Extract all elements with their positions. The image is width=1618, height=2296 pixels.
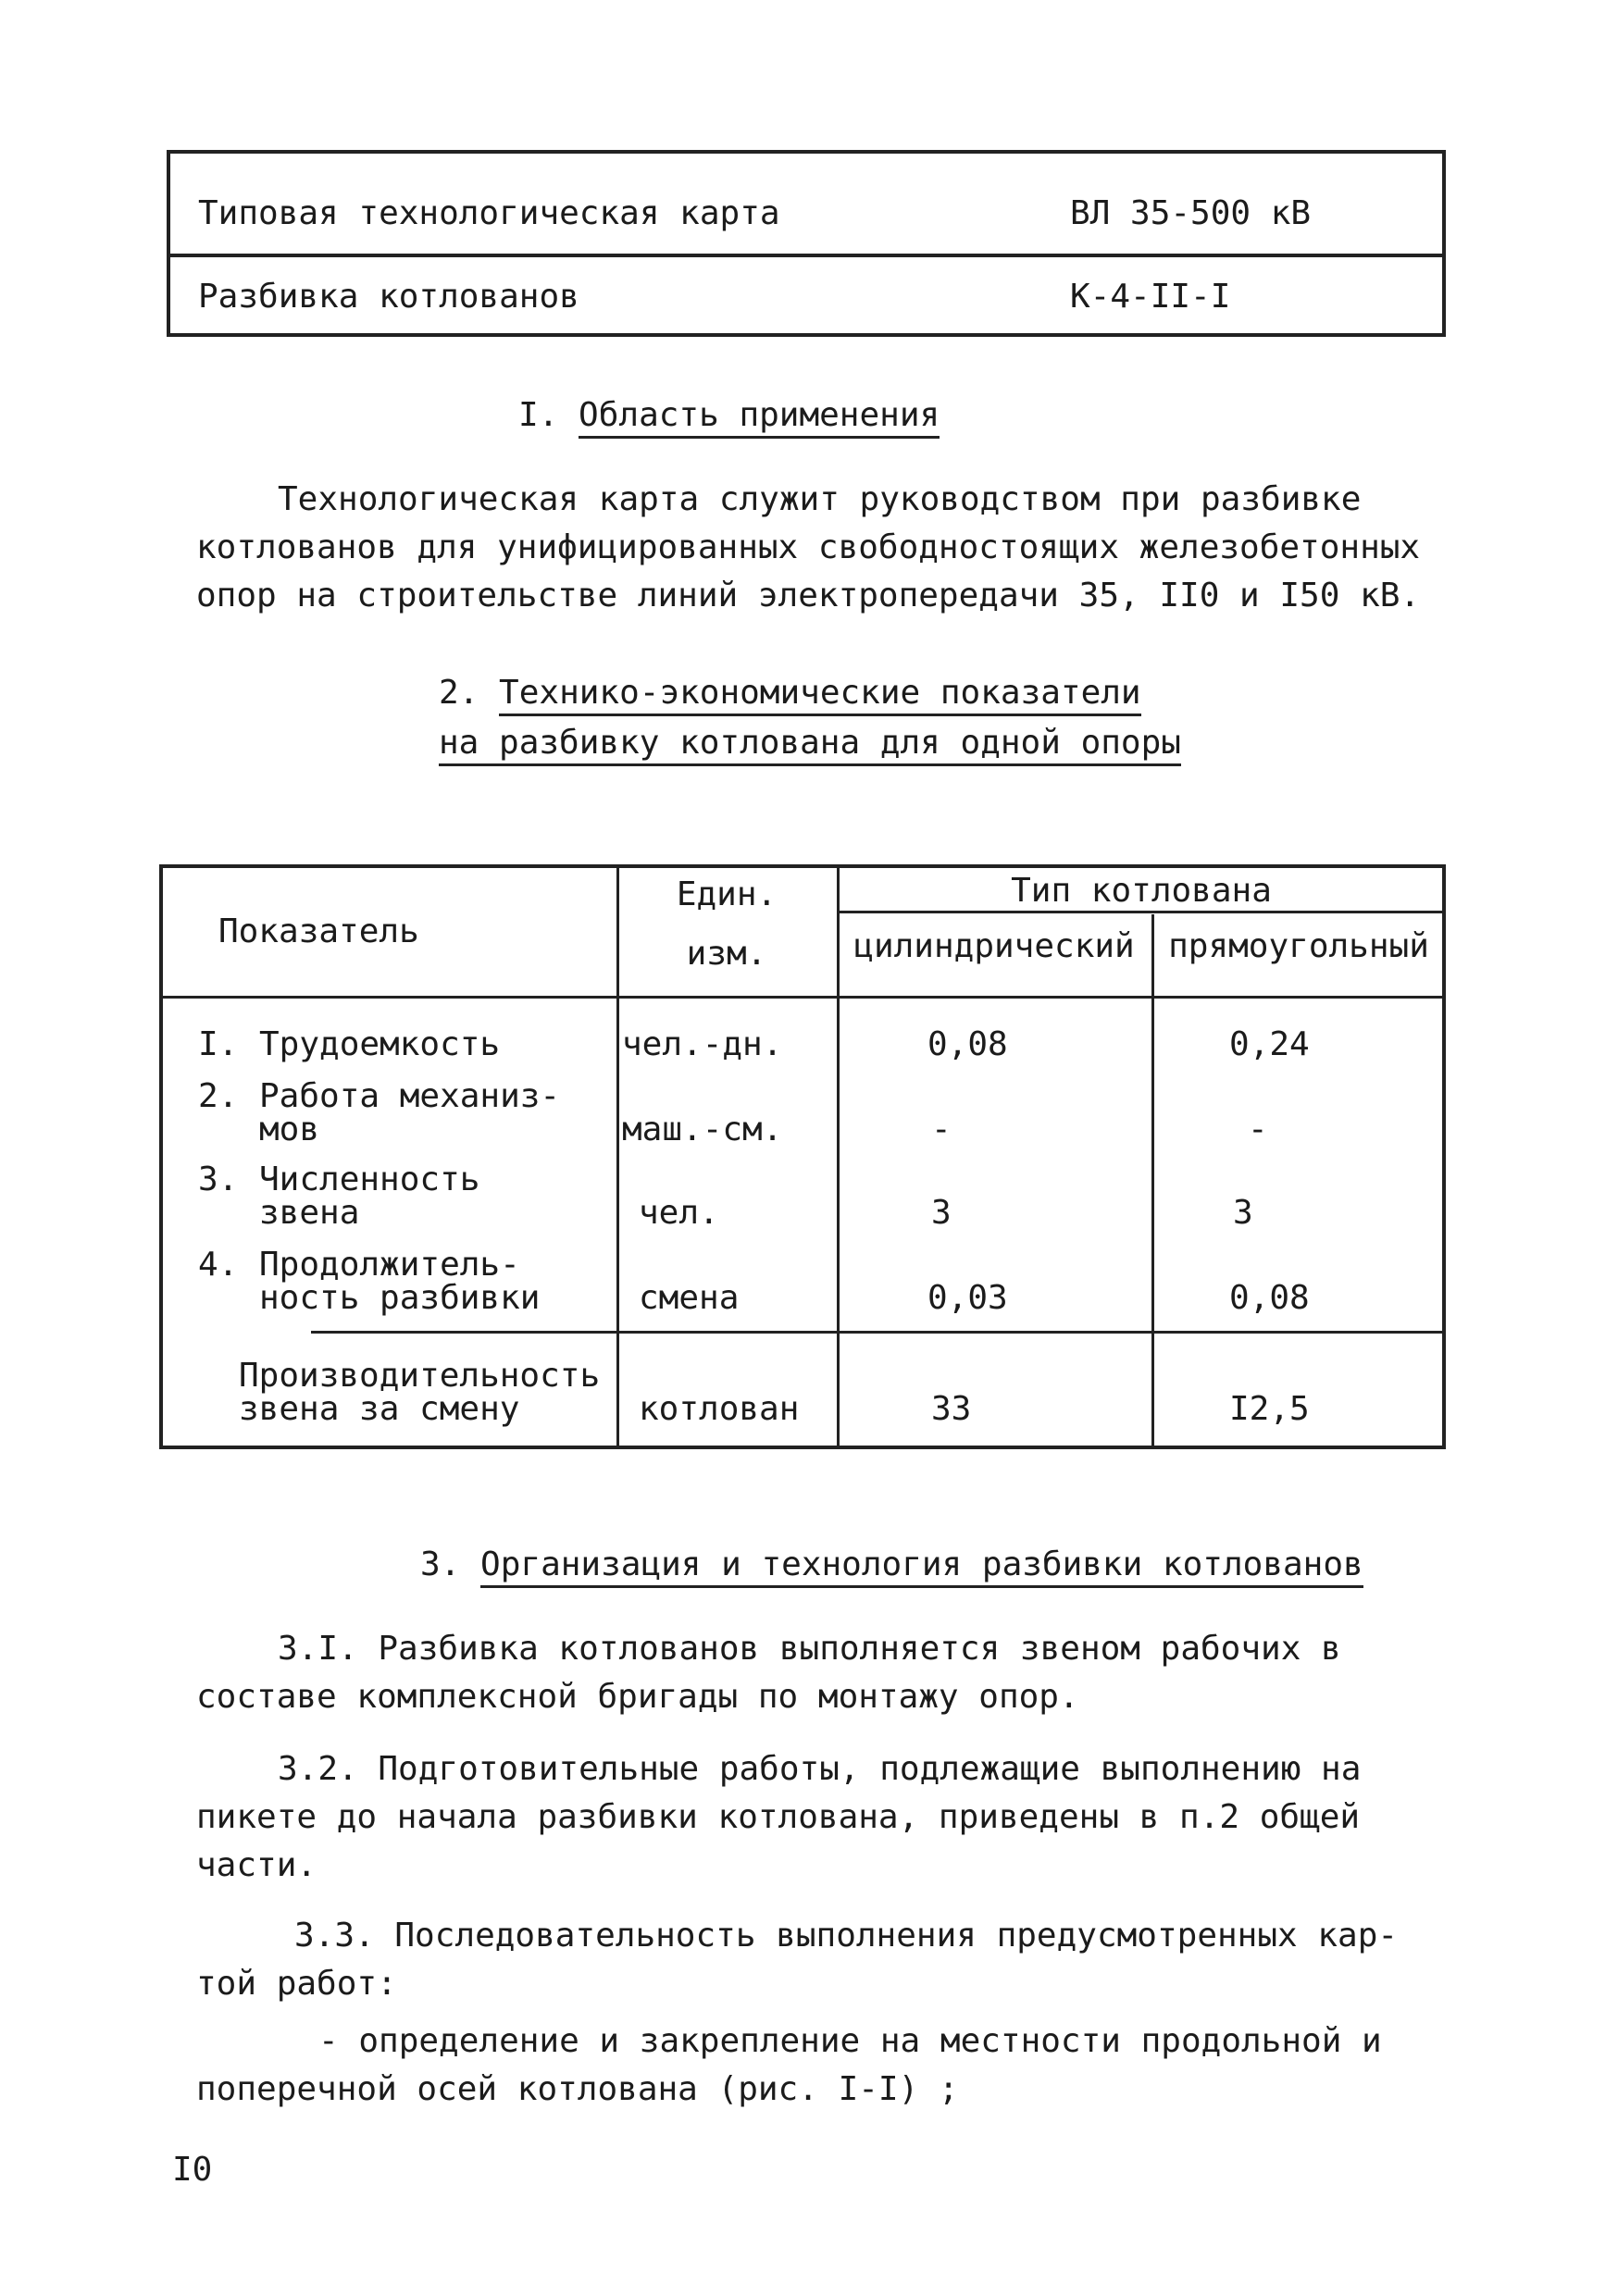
row-name-2: ность разбивки bbox=[259, 1279, 541, 1317]
row-name: Численность bbox=[259, 1160, 480, 1198]
table-hline-header bbox=[163, 996, 1442, 999]
table-vline-3 bbox=[1151, 914, 1154, 1446]
row-cyl-value: 0,08 bbox=[927, 1025, 1008, 1063]
total-rect-value: I2,5 bbox=[1229, 1390, 1310, 1428]
row-name: Работа механиз- bbox=[259, 1077, 561, 1115]
p32-line-2: пикете до начала разбивки котлована, приведены в п.2 общей bbox=[196, 1798, 1361, 1836]
p31-line-2: составе комплексной бригады по монтажу опор. bbox=[196, 1678, 1079, 1716]
section-1-num: I. bbox=[518, 396, 559, 434]
row-name-2: звена bbox=[259, 1194, 360, 1232]
p33-line-2: той работ: bbox=[196, 1965, 397, 2003]
total-unit: котлован bbox=[639, 1390, 800, 1428]
row-cyl-value: 3 bbox=[931, 1194, 952, 1232]
section-2-title-2: на разбивку котлована для одной опоры bbox=[439, 724, 1181, 766]
row-unit: маш.-см. bbox=[622, 1111, 783, 1148]
th-unit-2: изм. bbox=[686, 935, 767, 973]
section-1-title: Область применения bbox=[579, 396, 940, 439]
th-indicator: Показатель bbox=[218, 912, 419, 950]
section-2-title-1: Технико-экономические показатели bbox=[499, 674, 1141, 716]
section-2-heading-line-1 bbox=[439, 674, 1141, 712]
th-cylindrical: цилиндрический bbox=[853, 927, 1135, 965]
header-code: К-4-II-I bbox=[1070, 278, 1231, 316]
row-rect-value: 0,24 bbox=[1229, 1025, 1310, 1063]
p33-item-line-1: - определение и закрепление на местности продольной и bbox=[318, 2022, 1382, 2060]
th-rectangular: прямоугольный bbox=[1168, 927, 1429, 965]
header-title: Разбивка котлованов bbox=[198, 278, 579, 316]
row-name-2: мов bbox=[259, 1111, 320, 1148]
header-voltage: ВЛ 35-500 кВ bbox=[1070, 194, 1312, 232]
total-cyl-value: 33 bbox=[931, 1390, 972, 1428]
th-type: Тип котлована bbox=[1011, 872, 1272, 910]
p32-line-3: части. bbox=[196, 1846, 317, 1884]
section-1-line-1: Технологическая карта служит руководством при разбивке bbox=[278, 480, 1362, 518]
section-2-heading-line-2 bbox=[439, 724, 1181, 762]
row-num: 2. bbox=[198, 1077, 239, 1115]
row-cyl-value: - bbox=[931, 1111, 952, 1148]
p32-line-1: 3.2. Подготовительные работы, подлежащие выполнению на bbox=[278, 1750, 1362, 1788]
page-number: I0 bbox=[172, 2151, 213, 2189]
section-2-num: 2. bbox=[439, 674, 479, 712]
th-unit-1: Един. bbox=[676, 875, 778, 913]
header-doc-type: Типовая технологическая карта bbox=[198, 194, 780, 232]
section-3-heading bbox=[420, 1545, 1363, 1583]
section-3-num: 3. bbox=[420, 1545, 461, 1583]
indicators-table bbox=[159, 864, 1446, 1449]
p33-line-1: 3.3. Последовательность выполнения предусмотренных кар- bbox=[294, 1917, 1399, 1955]
row-unit: чел. bbox=[639, 1194, 719, 1232]
row-num: 3. bbox=[198, 1160, 239, 1198]
row-num: 4. bbox=[198, 1246, 239, 1284]
section-3-title: Организация и технология разбивки котлованов bbox=[480, 1545, 1363, 1588]
header-block bbox=[167, 150, 1446, 337]
row-num: I. bbox=[198, 1025, 239, 1063]
table-hline-type bbox=[837, 911, 1442, 913]
total-name-2: звена за смену bbox=[239, 1390, 520, 1428]
header-divider bbox=[170, 254, 1442, 257]
p33-item-line-2: поперечной осей котлована (рис. I-I) ; bbox=[196, 2070, 959, 2108]
row-rect-value: - bbox=[1248, 1111, 1268, 1148]
section-1-line-2: котлованов для унифицированных свободностоящих железобетонных bbox=[196, 528, 1421, 566]
row-rect-value: 0,08 bbox=[1229, 1279, 1310, 1317]
row-rect-value: 3 bbox=[1233, 1194, 1253, 1232]
section-1-heading bbox=[518, 396, 940, 434]
p31-line-1: 3.I. Разбивка котлованов выполняется звеном рабочих в bbox=[278, 1630, 1341, 1668]
total-name: Производительность bbox=[239, 1357, 601, 1395]
table-hline-total bbox=[311, 1331, 1442, 1334]
row-unit: чел.-дн. bbox=[622, 1025, 783, 1063]
row-name: Продолжитель- bbox=[259, 1246, 520, 1284]
row-name: Трудоемкость bbox=[259, 1025, 501, 1063]
section-1-line-3: опор на строительстве линий электропередачи 35, II0 и I50 кВ. bbox=[196, 577, 1421, 614]
row-unit: смена bbox=[639, 1279, 740, 1317]
row-cyl-value: 0,03 bbox=[927, 1279, 1008, 1317]
